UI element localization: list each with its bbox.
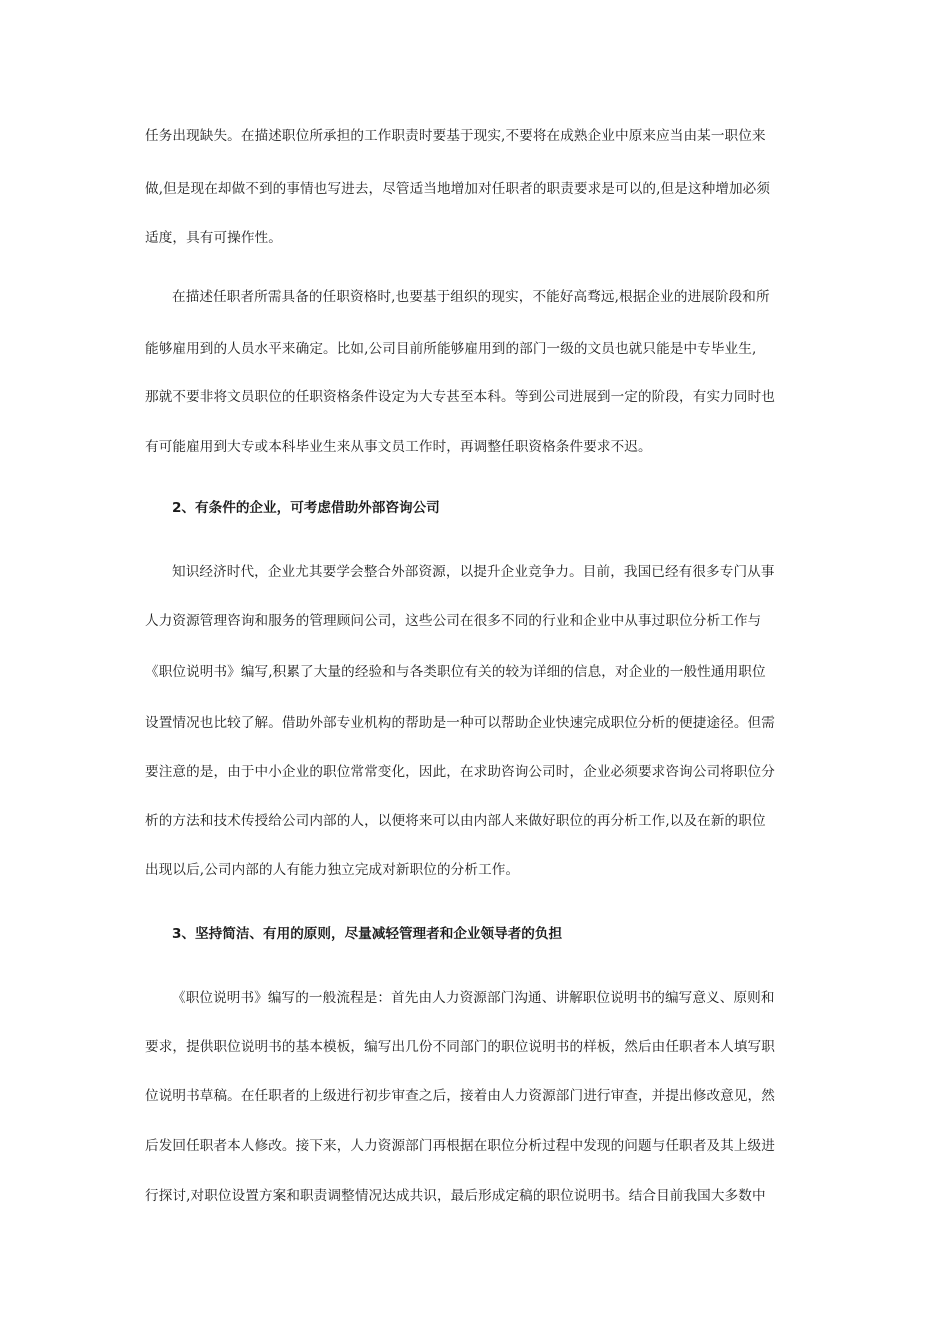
paragraph-2-line-1: 在描述任职者所需具备的任职资格时,也要基于组织的现实，不能好高骛远,根据企业的进展阶段和所 [172, 289, 770, 305]
paragraph-4-line-4: 后发回任职者本人修改。接下来，人力资源部门再根据在职位分析过程中发现的问题与任职者及其上级进 [145, 1138, 775, 1154]
paragraph-1-line-1: 任务出现缺失。在描述职位所承担的工作职责时要基于现实,不要将在成熟企业中原来应当由某一职位来 [145, 128, 766, 144]
paragraph-3-line-3: 《职位说明书》编写,积累了大量的经验和与各类职位有关的较为详细的信息，对企业的一般性通用职位 [145, 664, 766, 680]
paragraph-3-line-6: 析的方法和技术传授给公司内部的人，以便将来可以由内部人来做好职位的再分析工作,以及在新的职位 [145, 813, 766, 829]
paragraph-1-line-2: 做,但是现在却做不到的事情也写进去，尽管适当地增加对任职者的职责要求是可以的,但是这种增加必须 [145, 181, 771, 197]
paragraph-4-line-3: 位说明书草稿。在任职者的上级进行初步审查之后，接着由人力资源部门进行审查，并提出修改意见，然 [145, 1088, 775, 1104]
paragraph-4-line-2: 要求，提供职位说明书的基本模板，编写出几份不同部门的职位说明书的样板，然后由任职者本人填写职 [145, 1039, 775, 1055]
paragraph-3-line-2: 人力资源管理咨询和服务的管理顾问公司，这些公司在很多不同的行业和企业中从事过职位分析工作与 [145, 613, 762, 629]
paragraph-4-line-5: 行探讨,对职位设置方案和职责调整情况达成共识，最后形成定稿的职位说明书。结合目前我国大多数中 [145, 1188, 766, 1204]
paragraph-4-line-1: 《职位说明书》编写的一般流程是：首先由人力资源部门沟通、讲解职位说明书的编写意义、原则和 [172, 990, 775, 1006]
paragraph-3-line-7: 出现以后,公司内部的人有能力独立完成对新职位的分析工作。 [145, 862, 520, 878]
paragraph-2-line-3: 那就不要非将文员职位的任职资格条件设定为大专甚至本科。等到公司进展到一定的阶段，有实力同时也 [145, 389, 775, 405]
paragraph-3-line-1: 知识经济时代，企业尤其要学会整合外部资源，以提升企业竞争力。目前，我国已经有很多专门从事 [172, 564, 775, 580]
paragraph-3-line-4: 设置情况也比较了解。借助外部专业机构的帮助是一种可以帮助企业快速完成职位分析的便捷途径。但需 [145, 715, 775, 731]
section-heading-2: 2、有条件的企业，可考虑借助外部咨询公司 [172, 500, 440, 516]
paragraph-2-line-4: 有可能雇用到大专或本科毕业生来从事文员工作时，再调整任职资格条件要求不迟。 [145, 439, 652, 455]
paragraph-3-line-5: 要注意的是，由于中小企业的职位常常变化，因此，在求助咨询公司时，企业必须要求咨询公司将职位分 [145, 764, 775, 780]
paragraph-1-line-3: 适度，具有可操作性。 [145, 230, 282, 246]
section-heading-3: 3、坚持简洁、有用的原则，尽量减轻管理者和企业领导者的负担 [172, 926, 563, 942]
paragraph-2-line-2: 能够雇用到的人员水平来确定。比如,公司目前所能够雇用到的部门一级的文员也就只能是中专毕业生, [145, 341, 757, 357]
